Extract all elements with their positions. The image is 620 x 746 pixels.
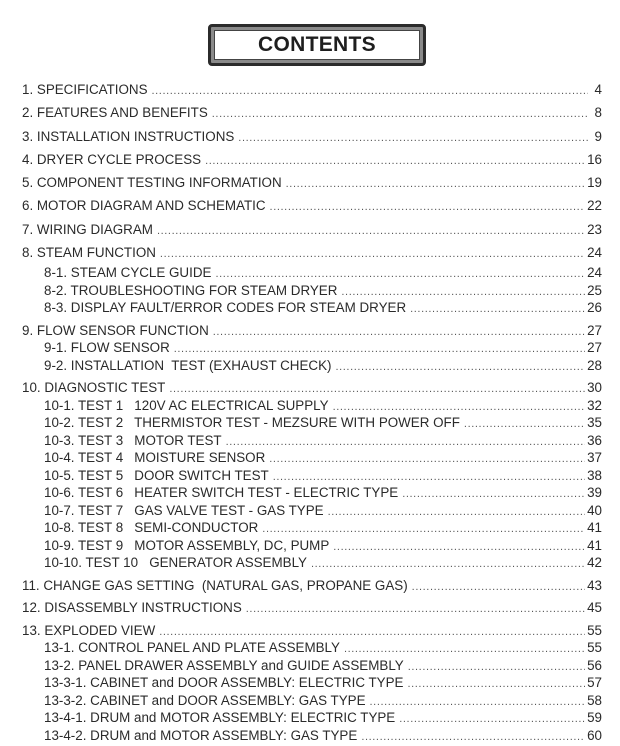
dot-leader xyxy=(226,434,585,451)
toc-entry[interactable] xyxy=(22,125,602,148)
toc-entry-label: 8-2. TROUBLESHOOTING FOR STEAM DRYER xyxy=(44,282,338,298)
dot-leader xyxy=(408,659,585,676)
toc-entry-label: 10-5. TEST 5 DOOR SWITCH TEST xyxy=(44,467,269,483)
toc-subentry[interactable] xyxy=(22,692,602,710)
toc-subentry[interactable] xyxy=(22,674,602,692)
toc-page-number: 26 xyxy=(587,300,602,316)
toc-page-number: 43 xyxy=(587,577,602,593)
dot-leader xyxy=(399,711,585,728)
dot-leader xyxy=(311,556,585,573)
dot-leader xyxy=(212,103,588,126)
toc-entry[interactable] xyxy=(22,101,602,124)
toc-entry-label: 9-2. INSTALLATION TEST (EXHAUST CHECK) xyxy=(44,357,332,373)
toc-entry-label: 10-9. TEST 9 MOTOR ASSEMBLY, DC, PUMP xyxy=(44,537,330,553)
toc-entry-label: 1. SPECIFICATIONS xyxy=(22,82,148,97)
toc-subentry[interactable] xyxy=(22,502,602,520)
toc-entry[interactable] xyxy=(22,322,602,340)
toc-entry-label: 13-2. PANEL DRAWER ASSEMBLY and GUIDE ASSEMBLY xyxy=(44,657,404,673)
toc-page-number: 16 xyxy=(587,151,602,167)
dot-leader xyxy=(407,676,585,693)
toc-entry[interactable] xyxy=(22,599,602,617)
toc-subentry[interactable] xyxy=(22,709,602,727)
toc-entry-label: 13-4-1. DRUM and MOTOR ASSEMBLY: ELECTRIC TYPE xyxy=(44,710,396,726)
toc-page-number: 23 xyxy=(587,221,602,237)
toc-page-number: 4 xyxy=(594,82,602,97)
toc-page-number: 22 xyxy=(587,198,602,214)
toc-page-number: 38 xyxy=(587,467,602,483)
toc-entry-label: 6. MOTOR DIAGRAM AND SCHEMATIC xyxy=(22,198,266,214)
dot-leader xyxy=(152,80,589,103)
dot-leader xyxy=(160,243,585,266)
toc-entry[interactable] xyxy=(22,148,602,171)
toc-page-number: 25 xyxy=(587,282,602,298)
toc-entry[interactable] xyxy=(22,622,602,640)
toc-subentry[interactable] xyxy=(22,414,602,432)
toc-entry-label: 4. DRYER CYCLE PROCESS xyxy=(22,151,202,167)
toc-subentry[interactable] xyxy=(22,264,602,282)
dot-leader xyxy=(335,359,585,376)
toc-subentry[interactable] xyxy=(22,357,602,375)
toc-subentry[interactable] xyxy=(22,639,602,657)
toc-entry-label: 11. CHANGE GAS SETTING (NATURAL GAS, PROPANE GAS) xyxy=(22,577,408,593)
toc-entry[interactable] xyxy=(22,194,602,217)
toc-page-number: 45 xyxy=(587,600,602,616)
toc-entry-label: 5. COMPONENT TESTING INFORMATION xyxy=(22,175,282,191)
dot-leader xyxy=(402,486,585,503)
toc-entry-label: 3. INSTALLATION INSTRUCTIONS xyxy=(22,128,235,144)
toc-entry-label: 13-3-2. CABINET and DOOR ASSEMBLY: GAS TYPE xyxy=(44,692,366,708)
toc-entry-label: 8-3. DISPLAY FAULT/ERROR CODES FOR STEAM DRYER xyxy=(44,300,407,316)
toc-subentry[interactable] xyxy=(22,554,602,572)
toc-entry-label: 10-7. TEST 7 GAS VALVE TEST - GAS TYPE xyxy=(44,502,324,518)
dot-leader xyxy=(213,324,585,341)
toc-page-number: 9 xyxy=(594,128,602,144)
toc-entry[interactable] xyxy=(22,78,602,101)
toc-subentry[interactable] xyxy=(22,657,602,675)
dot-leader xyxy=(412,579,585,596)
dot-leader xyxy=(410,301,585,318)
toc-entry-label: 10-4. TEST 4 MOISTURE SENSOR xyxy=(44,450,266,466)
dot-leader xyxy=(361,729,585,746)
toc-page-number: 56 xyxy=(587,657,602,673)
toc-page-number: 41 xyxy=(587,520,602,536)
toc-page-number: 27 xyxy=(587,322,602,338)
toc-entry-label: 13-1. CONTROL PANEL AND PLATE ASSEMBLY xyxy=(44,640,340,656)
dot-leader xyxy=(205,150,585,173)
toc-page-number: 32 xyxy=(587,397,602,413)
toc-page-number: 24 xyxy=(587,245,602,261)
toc-entry[interactable] xyxy=(22,171,602,194)
toc-page-number: 55 xyxy=(587,622,602,638)
toc-entry-label: 9. FLOW SENSOR FUNCTION xyxy=(22,322,209,338)
toc-entry-label: 10-1. TEST 1 120V AC ELECTRICAL SUPPLY xyxy=(44,397,329,413)
toc-subentry[interactable] xyxy=(22,449,602,467)
toc-page-number: 59 xyxy=(587,710,602,726)
toc-page-number: 42 xyxy=(587,555,602,571)
dot-leader xyxy=(269,451,585,468)
toc-entry-label: 8-1. STEAM CYCLE GUIDE xyxy=(44,265,212,281)
toc-entry-label: 10. DIAGNOSTIC TEST xyxy=(22,380,166,396)
toc-subentry[interactable] xyxy=(22,397,602,415)
toc-subentry[interactable] xyxy=(22,484,602,502)
dot-leader xyxy=(333,539,585,556)
toc-subentry[interactable] xyxy=(22,299,602,317)
toc-page-number: 27 xyxy=(587,340,602,356)
page-title: CONTENTS xyxy=(258,33,376,56)
toc-entry-label: 10-6. TEST 6 HEATER SWITCH TEST - ELECTRIC TYPE xyxy=(44,485,399,501)
toc-page-number: 39 xyxy=(587,485,602,501)
toc-entry-label: 13. EXPLODED VIEW xyxy=(22,622,156,638)
toc-subentry[interactable] xyxy=(22,537,602,555)
toc-entry-label: 10-8. TEST 8 SEMI-CONDUCTOR xyxy=(44,520,259,536)
toc-subentry[interactable] xyxy=(22,727,602,745)
toc-entry-label: 10-10. TEST 10 GENERATOR ASSEMBLY xyxy=(44,555,307,571)
toc-page-number: 41 xyxy=(587,537,602,553)
toc-page-number: 24 xyxy=(587,265,602,281)
toc-subentry[interactable] xyxy=(22,339,602,357)
toc-page-number: 58 xyxy=(587,692,602,708)
toc-page-number: 28 xyxy=(587,357,602,373)
toc-page-number: 60 xyxy=(587,727,602,743)
toc-page-number: 40 xyxy=(587,502,602,518)
dot-leader xyxy=(464,416,585,433)
toc-subentry[interactable] xyxy=(22,467,602,485)
toc-page-number: 36 xyxy=(587,432,602,448)
toc-entry[interactable] xyxy=(22,218,602,241)
toc-page-number: 57 xyxy=(587,675,602,691)
dot-leader xyxy=(157,220,585,243)
toc-entry-label: 12. DISASSEMBLY INSTRUCTIONS xyxy=(22,600,242,616)
toc-subentry[interactable] xyxy=(22,432,602,450)
dot-leader xyxy=(370,694,586,711)
toc-subentry[interactable] xyxy=(22,282,602,300)
dot-leader xyxy=(238,127,588,150)
dot-leader xyxy=(286,173,585,196)
toc-page-number: 37 xyxy=(587,450,602,466)
toc-entry-label: 9-1. FLOW SENSOR xyxy=(44,340,170,356)
toc-entry-label: 7. WIRING DIAGRAM xyxy=(22,221,153,237)
dot-leader xyxy=(246,601,585,618)
toc-page-number: 35 xyxy=(587,415,602,431)
table-of-contents xyxy=(22,78,602,744)
dot-leader xyxy=(328,504,586,521)
toc-subentry[interactable] xyxy=(22,519,602,537)
toc-entry-label: 13-4-2. DRUM and MOTOR ASSEMBLY: GAS TYPE xyxy=(44,727,358,743)
toc-entry-label: 2. FEATURES AND BENEFITS xyxy=(22,105,208,121)
toc-entry-label: 10-2. TEST 2 THERMISTOR TEST - MEZSURE WITH POWER OFF xyxy=(44,415,460,431)
toc-entry[interactable] xyxy=(22,241,602,264)
contents-title-inner xyxy=(214,30,420,60)
dot-leader xyxy=(270,196,586,219)
contents-title-box xyxy=(208,24,426,66)
toc-entry-label: 10-3. TEST 3 MOTOR TEST xyxy=(44,432,222,448)
toc-entry-label: 13-3-1. CABINET and DOOR ASSEMBLY: ELECTRIC TYPE xyxy=(44,675,404,691)
toc-page-number: 30 xyxy=(587,380,602,396)
toc-page-number: 8 xyxy=(594,105,602,121)
toc-entry-label: 8. STEAM FUNCTION xyxy=(22,245,156,261)
toc-entry[interactable] xyxy=(22,577,602,595)
toc-page-number: 19 xyxy=(587,175,602,191)
toc-page-number: 55 xyxy=(587,640,602,656)
toc-entry[interactable] xyxy=(22,379,602,397)
